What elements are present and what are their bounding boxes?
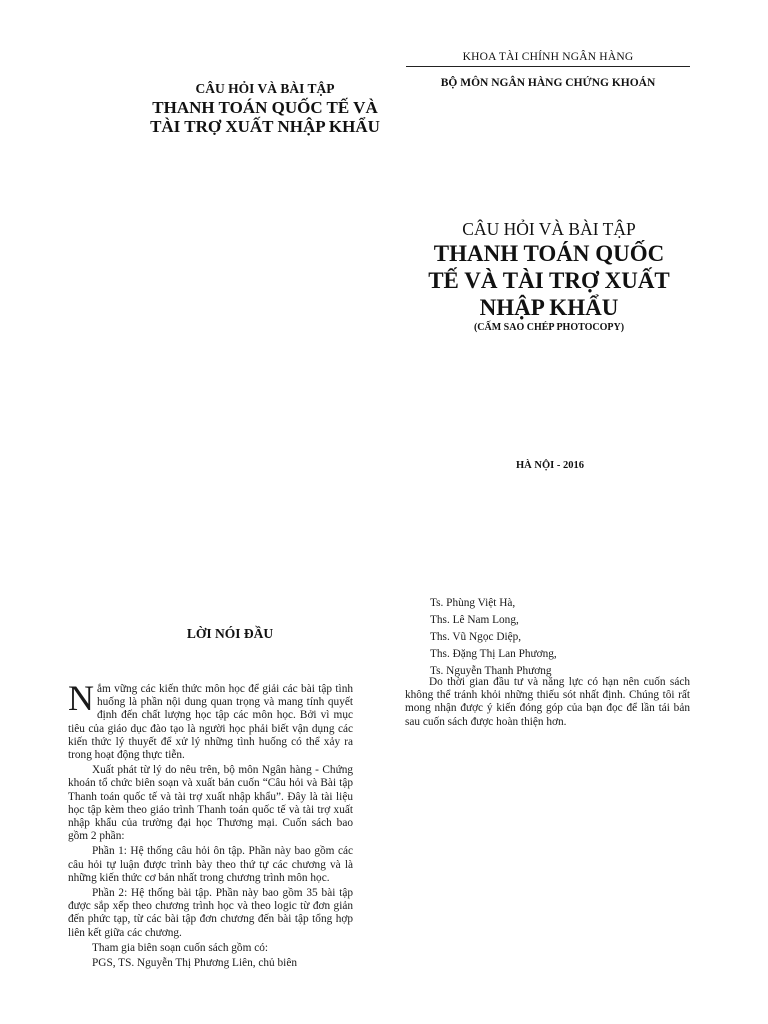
preface-paragraph-1-text: ắm vững các kiến thức môn học để giải các bài tập tình huống là phần nội dung quan trọng và mang tính quyết định đến chất lượng học tập các môn học. Bởi vì mục tiêu của giáo dục đào tạo là người học phải biết vận dụng các kiến thức lý thuyết để xử lý những tình huống có thể xảy ra trong hoạt động thực tiễn. [68,683,353,762]
preface-paragraph-6: PGS, TS. Nguyễn Thị Phương Liên, chủ biên [92,957,297,970]
closing-paragraph: Do thời gian đầu tư và năng lực có hạn nên cuốn sách không thể tránh khỏi những thiếu sót nhất định. Chúng tôi rất mong nhận được ý kiến đóng góp của bạn đọc để lần tái bản sau cuốn sách được hoàn thiện hơn. [405,676,690,728]
left-book-title [100,80,430,136]
preface-paragraph-1 [68,678,353,762]
cover-title-line-2: THANH TOÁN QUỐC [433,241,665,266]
drop-cap: N [68,678,94,718]
cover-title-line-1: CÂU HỎI VÀ BÀI TẬP [462,219,636,239]
author-name: Ts. Phùng Việt Hà, [430,597,516,609]
preface-paragraph-3: Phần 1: Hệ thống câu hỏi ôn tập. Phần này bao gồm các câu hỏi tự luận được trình bày theo thứ tự các chương và là những kiến thức cơ bản nhất trong chương trình môn học. [68,845,353,884]
preface-body [68,678,353,972]
preface-paragraph-5: Tham gia biên soạn cuốn sách gồm có: [92,941,268,954]
place-and-year: HÀ NỘI - 2016 [516,460,584,471]
preface-paragraph-4: Phần 2: Hệ thống bài tập. Phần này bao gồm 35 bài tập được sắp xếp theo chương trình học và theo logic từ đơn giản đến phức tạp, từ các bài tập đơn chương đến bài tập tổng hợp liên kết giữa các chương. [68,887,353,939]
copy-notice: (CẤM SAO CHÉP PHOTOCOPY) [473,322,625,333]
left-title-line-1: CÂU HỎI VÀ BÀI TẬP [195,81,335,96]
author-name: Ths. Đặng Thị Lan Phương, [430,648,557,660]
author-list [430,595,690,680]
preface-heading: LỜI NÓI ĐẦU [186,626,274,641]
author-name: Ths. Lê Nam Long, [430,614,519,626]
preface-paragraph-2: Xuất phát từ lý do nêu trên, bộ môn Ngân hàng - Chứng khoán tổ chức biên soạn và xuất bản cuốn “Câu hỏi và Bài tập Thanh toán quốc tế và tài trợ xuất nhập khẩu”. Đây là tài liệu học tập kèm theo giáo trình Thanh toán quốc tế và tài trợ xuất nhập khẩu của trường đại học Thương mại. Cuốn sách bao gồm 2 phần: [68,764,353,843]
header-divider [406,66,690,67]
faculty-name: KHOA TÀI CHÍNH NGÂN HÀNG [462,51,634,63]
department-name: BỘ MÔN NGÂN HÀNG CHỨNG KHOÁN [440,77,656,89]
left-title-line-3: TÀI TRỢ XUẤT NHẬP KHẨU [150,117,380,136]
author-name: Ths. Vũ Ngọc Diệp, [430,631,522,643]
left-title-line-2: THANH TOÁN QUỐC TẾ VÀ [152,98,378,117]
cover-title [400,218,698,335]
cover-title-line-4: NHẬP KHẨU [479,295,619,320]
author-name: Ts. Nguyễn Thanh Phương [430,665,552,677]
cover-title-line-3: TẾ VÀ TÀI TRỢ XUẤT [428,268,670,293]
